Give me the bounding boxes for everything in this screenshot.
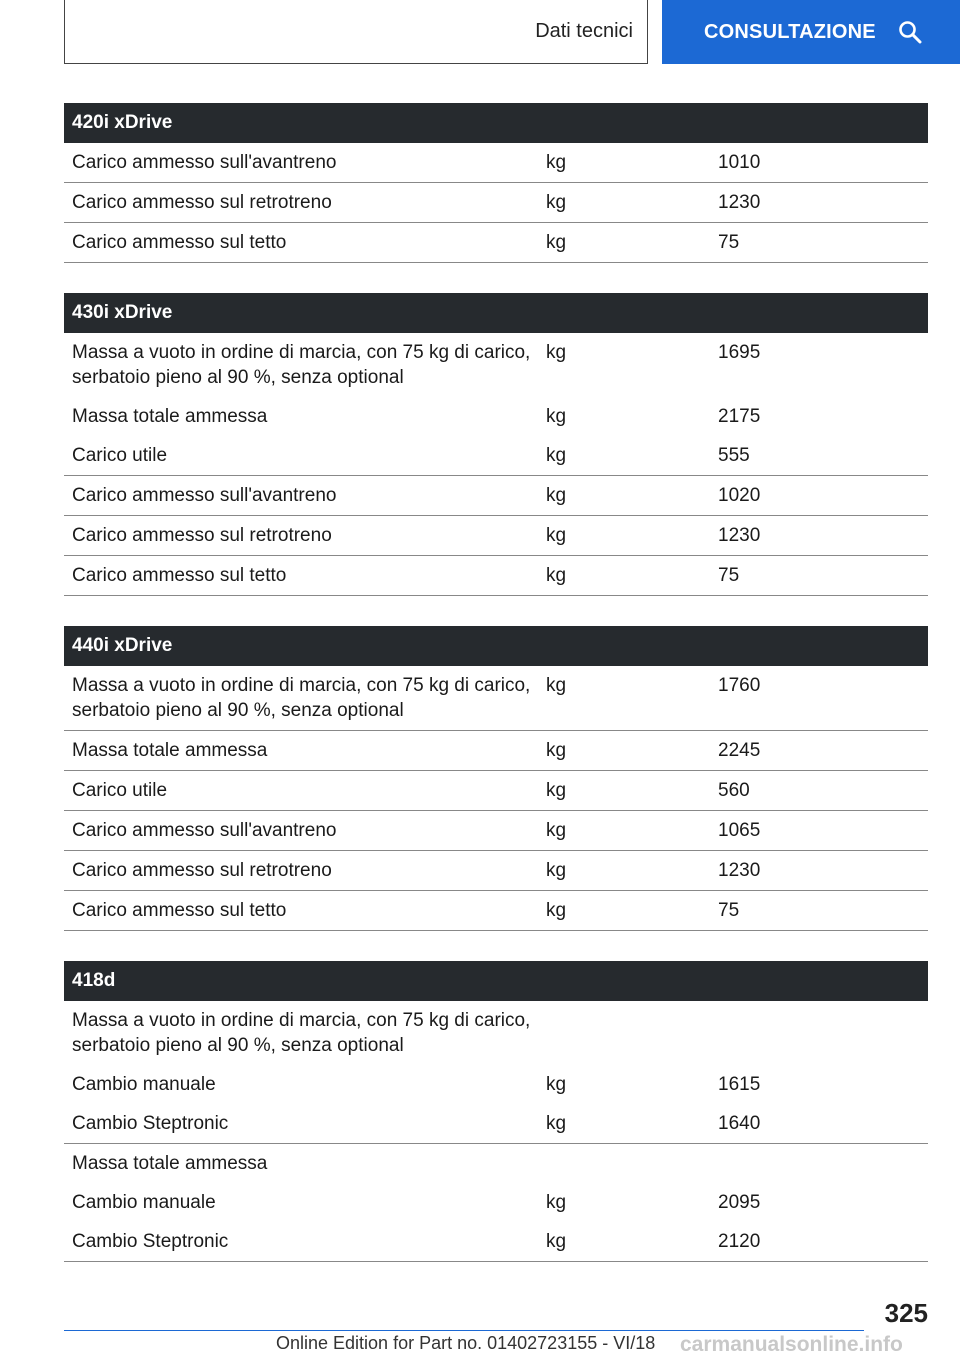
row-value: 555 — [718, 445, 750, 466]
search-icon[interactable] — [898, 20, 922, 44]
table-row — [64, 397, 928, 436]
section-title: 420i xDrive — [64, 103, 928, 143]
row-value: 1615 — [718, 1074, 761, 1095]
row-label: Massa a vuoto in ordine di marcia, con 75 kg di carico, serbatoio pieno al 90 %, senza optional — [72, 675, 531, 721]
row-unit: kg — [546, 1113, 567, 1134]
row-unit: kg — [546, 152, 567, 173]
row-label: Carico ammesso sul tetto — [72, 565, 287, 586]
table-row — [64, 1001, 928, 1065]
row-unit: kg — [546, 565, 567, 586]
row-label: Carico ammesso sul tetto — [72, 232, 287, 253]
row-unit: kg — [546, 445, 567, 466]
row-unit: kg — [546, 1192, 567, 1213]
row-value: 1230 — [718, 860, 761, 881]
chapter-tab[interactable] — [64, 0, 648, 64]
row-unit: kg — [546, 525, 567, 546]
section-title: 418d — [64, 961, 928, 1001]
row-label: Massa a vuoto in ordine di marcia, con 75 kg di carico, serbatoio pieno al 90 %, senza optional — [72, 1010, 531, 1056]
row-value — [710, 1008, 928, 1058]
consultation-button[interactable] — [662, 0, 960, 64]
table-row — [64, 1222, 928, 1262]
table-row — [64, 476, 928, 516]
row-unit: kg — [546, 406, 567, 427]
spec-section — [64, 293, 928, 596]
chapter-title: Dati tecnici — [535, 20, 633, 42]
table-row — [64, 1183, 928, 1222]
row-label: Carico ammesso sull'avantreno — [72, 820, 337, 841]
row-label: Carico ammesso sul retrotreno — [72, 525, 332, 546]
table-row — [64, 556, 928, 596]
row-value: 560 — [718, 780, 750, 801]
row-label: Cambio Steptronic — [72, 1113, 229, 1134]
row-label: Cambio Steptronic — [72, 1231, 229, 1252]
watermark: carmanualsonline.info — [680, 1333, 903, 1356]
row-value: 2120 — [718, 1231, 761, 1252]
row-label: Carico ammesso sul retrotreno — [72, 860, 332, 881]
row-label: Carico ammesso sul retrotreno — [72, 192, 332, 213]
row-value: 1065 — [718, 820, 761, 841]
table-row — [64, 183, 928, 223]
row-label: Massa totale ammessa — [72, 406, 268, 427]
table-row — [64, 143, 928, 183]
row-unit — [538, 1008, 710, 1058]
table-row — [64, 333, 928, 397]
row-value — [710, 1151, 928, 1176]
row-value: 1640 — [718, 1113, 761, 1134]
row-unit: kg — [546, 342, 567, 363]
row-label: Carico ammesso sull'avantreno — [72, 152, 337, 173]
row-value: 75 — [718, 900, 740, 921]
technical-data-content — [64, 103, 928, 1292]
row-value: 1230 — [718, 525, 761, 546]
row-label: Cambio manuale — [72, 1192, 216, 1213]
row-unit: kg — [546, 740, 567, 761]
row-value: 1760 — [718, 675, 761, 696]
row-unit: kg — [546, 1074, 567, 1095]
table-row — [64, 1065, 928, 1104]
table-row — [64, 666, 928, 731]
table-row — [64, 891, 928, 931]
row-value: 1695 — [718, 342, 761, 363]
table-row — [64, 516, 928, 556]
row-label: Carico ammesso sul tetto — [72, 900, 287, 921]
table-row — [64, 811, 928, 851]
row-label: Carico ammesso sull'avantreno — [72, 485, 337, 506]
row-unit: kg — [546, 192, 567, 213]
row-unit: kg — [546, 900, 567, 921]
table-row — [64, 771, 928, 811]
table-row — [64, 851, 928, 891]
row-value: 75 — [718, 565, 740, 586]
row-label: Massa totale ammessa — [72, 740, 268, 761]
row-value: 2175 — [718, 406, 761, 427]
footer-divider — [64, 1330, 864, 1331]
table-row — [64, 223, 928, 263]
row-unit: kg — [546, 232, 567, 253]
spec-section — [64, 103, 928, 263]
row-unit: kg — [546, 820, 567, 841]
row-value: 2095 — [718, 1192, 761, 1213]
table-row — [64, 1144, 928, 1183]
row-value: 1230 — [718, 192, 761, 213]
row-label: Carico utile — [72, 780, 168, 801]
spec-section — [64, 626, 928, 931]
row-label: Carico utile — [72, 445, 168, 466]
row-unit: kg — [546, 860, 567, 881]
edition-text: Online Edition for Part no. 01402723155 - VI/18 — [276, 1333, 656, 1353]
table-row — [64, 1104, 928, 1144]
page-number: 325 — [884, 1298, 928, 1328]
table-row — [64, 436, 928, 476]
row-unit: kg — [546, 1231, 567, 1252]
row-label: Cambio manuale — [72, 1074, 216, 1095]
spec-section — [64, 961, 928, 1262]
row-label: Massa totale ammessa — [72, 1153, 268, 1174]
row-unit: kg — [546, 485, 567, 506]
row-value: 1020 — [718, 485, 761, 506]
section-title: 440i xDrive — [64, 626, 928, 666]
row-value: 2245 — [718, 740, 761, 761]
row-value: 75 — [718, 232, 740, 253]
row-label: Massa a vuoto in ordine di marcia, con 75 kg di carico, serbatoio pieno al 90 %, senza optional — [72, 342, 531, 388]
row-unit: kg — [546, 780, 567, 801]
row-value: 1010 — [718, 152, 761, 173]
consultation-label: CONSULTAZIONE — [704, 20, 876, 43]
row-unit — [538, 1151, 710, 1176]
table-row — [64, 731, 928, 771]
row-unit: kg — [546, 675, 567, 696]
section-title: 430i xDrive — [64, 293, 928, 333]
